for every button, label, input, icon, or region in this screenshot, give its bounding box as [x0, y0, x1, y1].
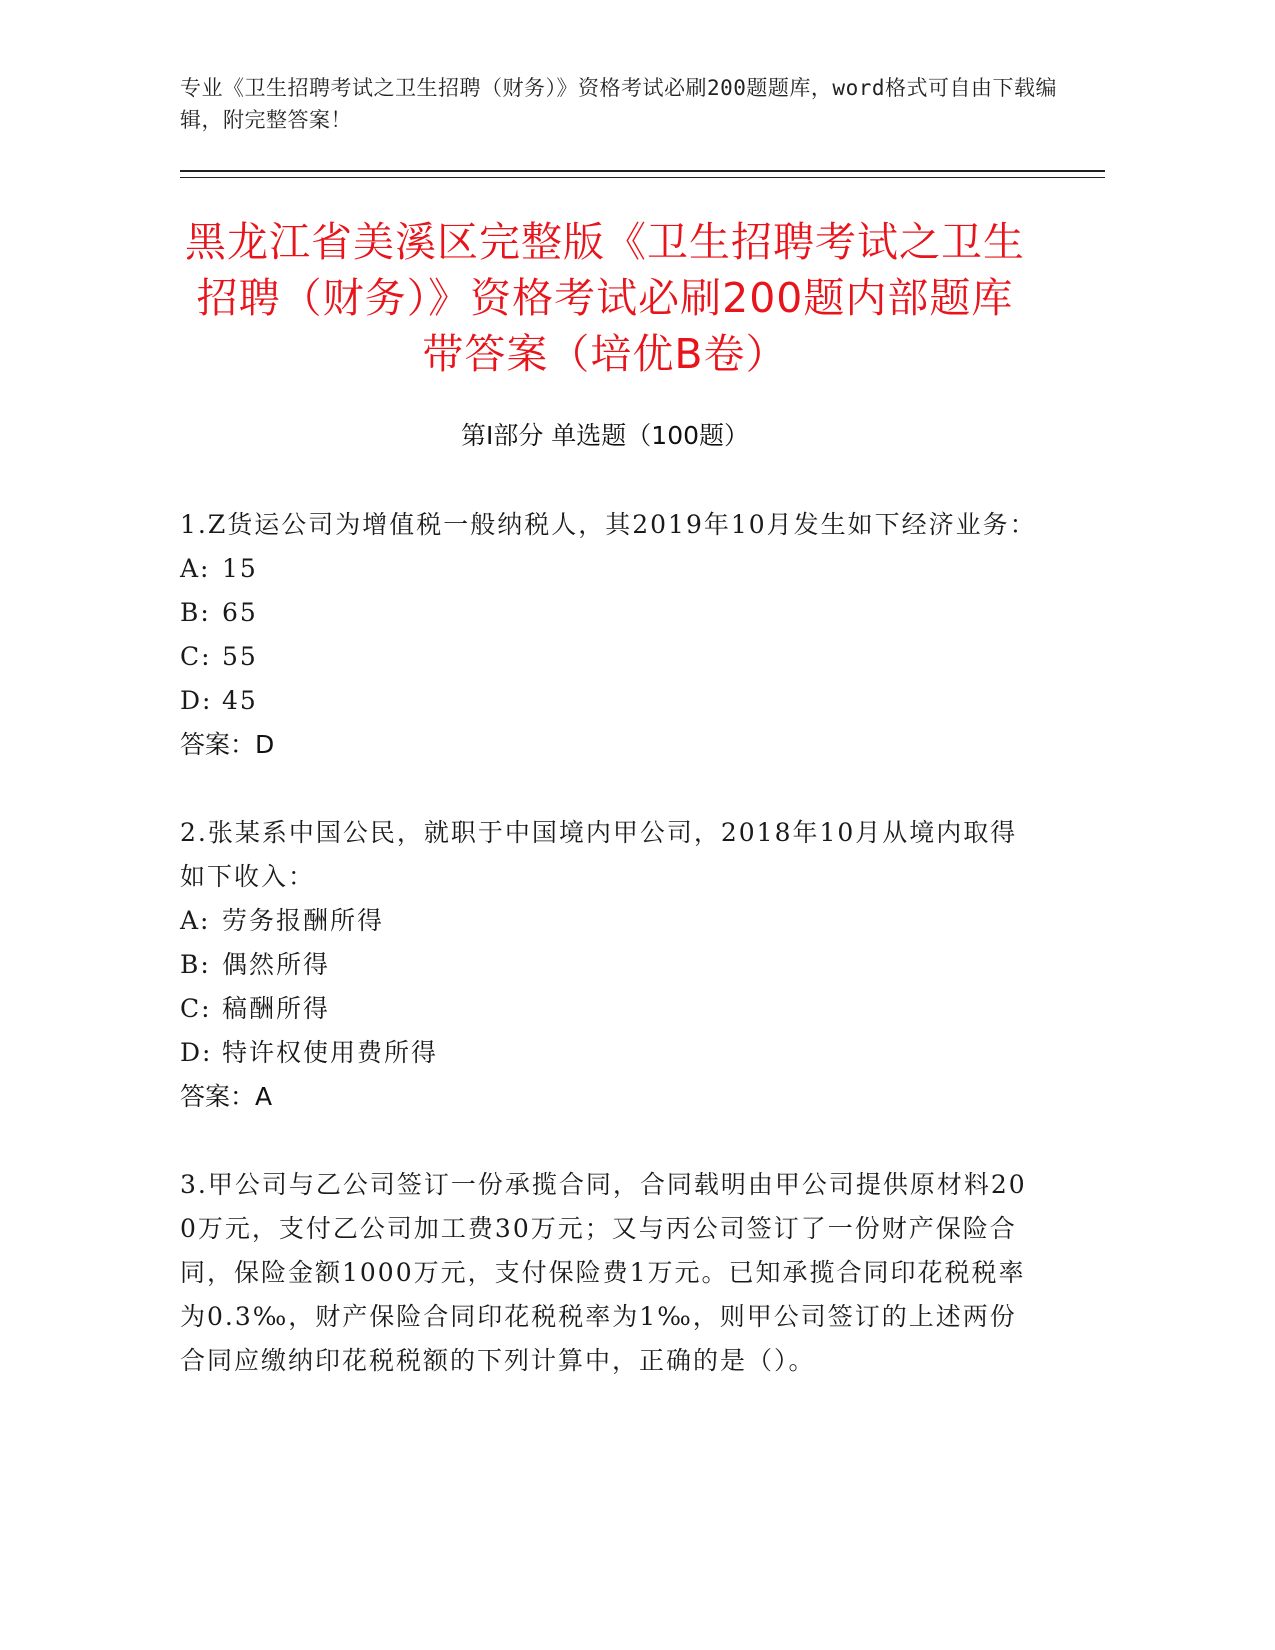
question-stem: 3.甲公司与乙公司签订一份承揽合同，合同载明由甲公司提供原材料200万元，支付乙公司加工费30万元；又与丙公司签订了一份财产保险合同，保险金额1000万元，支付保险费1万元。已知承揽合同印花税税率为0.3‰，财产保险合同印花税税率为1‰，则甲公司签订的上述两份合同应缴纳印花税税额的下列计算中，正确的是（）。	[180, 1170, 1027, 1375]
question-option	[180, 591, 1040, 635]
question-option	[180, 943, 1040, 987]
question-answer: 答案：D	[180, 730, 275, 759]
question-option	[180, 635, 1040, 679]
option-key: B:	[180, 598, 211, 627]
question-answer: 答案：A	[180, 1082, 273, 1111]
option-key: D:	[180, 686, 213, 715]
question-stem: 2.张某系中国公民，就职于中国境内甲公司，2018年10月从境内取得如下收入：	[180, 818, 1018, 891]
question-item	[180, 1163, 1040, 1383]
option-text: 15	[222, 554, 258, 583]
option-key: D:	[180, 1038, 213, 1067]
option-key: C:	[180, 642, 212, 671]
header-note: 专业《卫生招聘考试之卫生招聘（财务）》资格考试必刷200题题库，word格式可自由下载编辑，附完整答案！	[180, 76, 1057, 132]
option-text: 45	[222, 686, 258, 715]
option-text: 稿酬所得	[222, 994, 331, 1023]
question-option	[180, 899, 1040, 943]
question-stem: 1.Z货运公司为增值税一般纳税人，其2019年10月发生如下经济业务：	[180, 510, 1037, 539]
option-text: 偶然所得	[222, 950, 331, 979]
option-key: C:	[180, 994, 212, 1023]
question-option	[180, 679, 1040, 723]
question-list	[180, 503, 1040, 1427]
document-title: 黑龙江省美溪区完整版《卫生招聘考试之卫生招聘（财务）》资格考试必刷200题内部题库带答案（培优B卷）	[185, 218, 1025, 378]
header-divider-thick	[180, 170, 1105, 172]
question-item	[180, 811, 1040, 1119]
option-text: 特许权使用费所得	[222, 1038, 439, 1067]
option-key: B:	[180, 950, 211, 979]
option-key: A:	[180, 554, 211, 583]
option-text: 65	[222, 598, 258, 627]
question-option	[180, 987, 1040, 1031]
header-divider-thin	[180, 177, 1105, 178]
question-option	[180, 547, 1040, 591]
option-text: 55	[222, 642, 258, 671]
question-item	[180, 503, 1040, 767]
question-option	[180, 1031, 1040, 1075]
option-text: 劳务报酬所得	[222, 906, 385, 935]
option-key: A:	[180, 906, 211, 935]
section-title: 第I部分 单选题（100题）	[460, 421, 750, 450]
